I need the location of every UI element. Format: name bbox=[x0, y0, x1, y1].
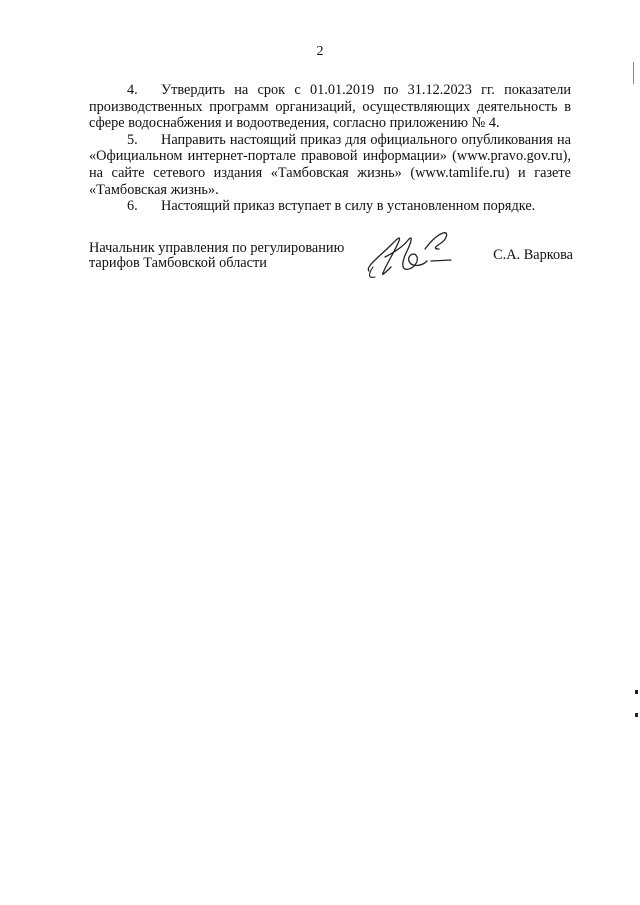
position-line-2: тарифов Тамбовской области bbox=[89, 255, 267, 271]
paragraph-5 bbox=[89, 132, 571, 198]
document-body bbox=[89, 82, 571, 215]
page-number: 2 bbox=[316, 44, 324, 59]
paragraph-text: Утвердить на срок с 01.01.2019 по 31.12.2023 гг. показатели производственных программ организаций, осуществляющих деятельность в сфере водоснабжения и водоотведения, согласно приложению № 4. bbox=[89, 82, 571, 132]
signatory-name: С.А. Варкова bbox=[493, 247, 573, 263]
paragraph-number: 4. bbox=[127, 82, 138, 98]
paragraph-6 bbox=[89, 198, 571, 215]
scan-artifact bbox=[635, 690, 638, 694]
paragraph-number: 6. bbox=[127, 198, 138, 215]
scan-artifact bbox=[633, 62, 634, 84]
signatory-position bbox=[89, 241, 369, 271]
paragraph-text: Направить настоящий приказ для официального опубликования на «Официальном интернет-портале правовой информации» (www.pravo.gov.ru), на сайте сетевого издания «Тамбовская жизнь» (www.tamlife.ru) и газете «Тамбовская жизнь». bbox=[89, 131, 571, 198]
paragraph-text: Настоящий приказ вступает в силу в установленном порядке. bbox=[161, 198, 536, 215]
scan-artifact bbox=[635, 713, 638, 717]
paragraph-number: 5. bbox=[127, 131, 138, 148]
handwritten-signature bbox=[361, 227, 471, 283]
signature-block bbox=[89, 241, 573, 301]
position-line-1: Начальник управления по регулированию bbox=[89, 240, 345, 256]
paragraph-4 bbox=[89, 82, 571, 132]
